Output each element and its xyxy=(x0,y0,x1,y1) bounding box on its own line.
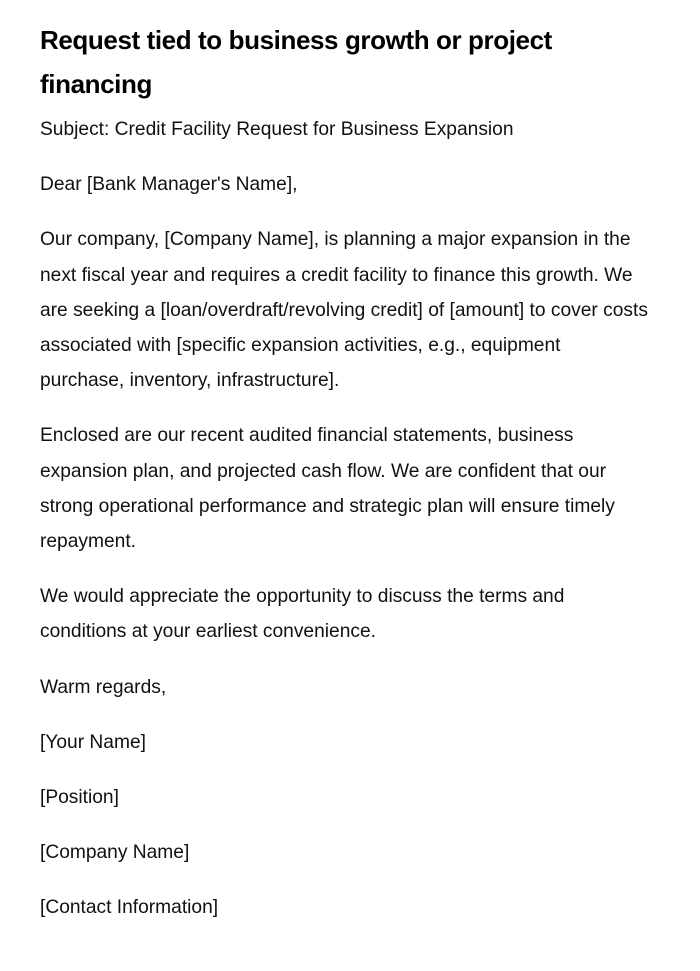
body-paragraph-request-meeting: We would appreciate the opportunity to discuss the terms and conditions at your earliest convenience. xyxy=(40,586,565,643)
signature-contact: [Contact Information] xyxy=(40,897,219,919)
body-paragraph-expansion: Our company, [Company Name], is planning a major expansion in the next fiscal year and requires a credit facility to finance this growth. We are seeking a [loan/overdraft/revolving credit] of [amount] to cover costs associated with [specific expansion activities, e.g., equipment purchase, inventory, infrastructure]. xyxy=(40,229,648,392)
closing: Warm regards, xyxy=(40,676,167,698)
document-title: Request tied to business growth or project financing xyxy=(40,25,552,99)
body-paragraph-enclosures: Enclosed are our recent audited financial statements, business expansion plan, and projected cash flow. We are confident that our strong operational performance and strategic plan will ensure timely repayment. xyxy=(40,425,615,553)
signature-name: [Your Name] xyxy=(40,731,146,753)
letter-page xyxy=(40,18,650,946)
signature-position: [Position] xyxy=(40,787,119,809)
subject-line: Subject: Credit Facility Request for Business Expansion xyxy=(40,119,514,140)
signature-company: [Company Name] xyxy=(40,842,190,864)
salutation: Dear [Bank Manager's Name], xyxy=(40,174,298,196)
